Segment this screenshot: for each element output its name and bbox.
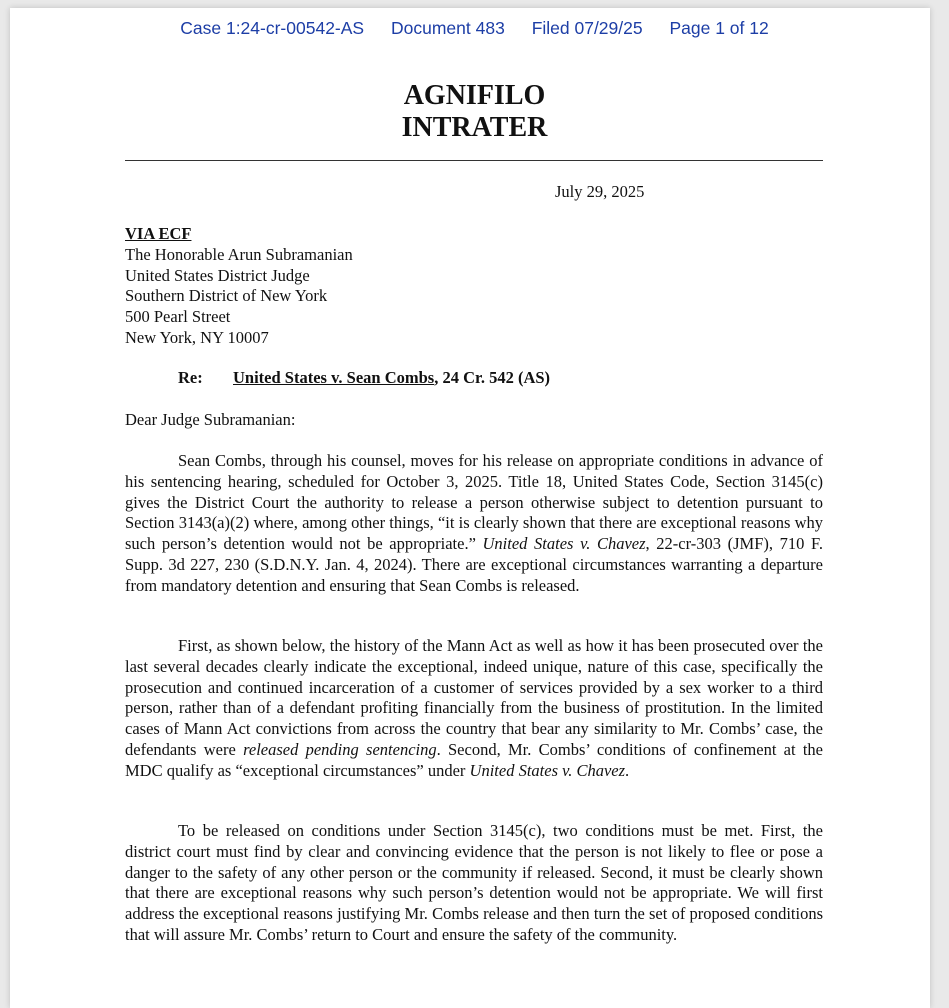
paragraph-2	[125, 636, 823, 782]
via-ecf: VIA ECF	[125, 224, 192, 243]
paragraph-3: To be released on conditions under Section 3145(c), two conditions must be met. First, the district court must find by clear and convincing evidence that the person is not likely to flee or pose a danger to the safety of any other person or the community if released. Second, it must be clearly shown that there are exceptional reasons why such person’s detention would not be appropriate. We will first address the exceptional reasons justifying Mr. Combs release and then turn the set of proposed conditions that will assure Mr. Combs’ return to Court and ensure the safety of the community.	[125, 821, 823, 944]
address-line: The Honorable Arun Subramanian	[125, 244, 353, 264]
salutation: Dear Judge Subramanian:	[125, 410, 296, 429]
letter-date: July 29, 2025	[555, 182, 645, 201]
case-citation: United States v. Chavez	[469, 760, 626, 780]
paragraph-text: .	[625, 760, 630, 780]
case-citation: United States v. Chavez	[482, 534, 646, 554]
address-line: New York, NY 10007	[125, 327, 269, 347]
ecf-header	[0, 18, 949, 39]
case-number: Case 1:24-cr-00542-AS	[180, 18, 365, 38]
emphasis-text: released pending sentencing	[243, 739, 437, 759]
re-label: Re:	[178, 368, 203, 387]
paragraph-text: First, as shown below, the history of the Mann Act as well as how it has been prosecuted over the last several decades clearly indicate the exceptional, indeed unique, nature of this case, specifically the prosecution and continued incarceration of a customer of services provided by a sex worker to a third person, rather than of a defendant profiting financially from the business of prostitution. In the limited cases of Mann Act convictions from across the country that bear any similarity to Mr. Combs’ case, the defendants were	[125, 636, 823, 759]
address-line: United States District Judge	[125, 265, 310, 285]
paragraph-text: . Second, Mr. Combs’ conditions of confinement at the MDC qualify as “exceptional circumstances” under	[125, 739, 823, 780]
paragraph-text: , 22-cr-303 (JMF), 710 F. Supp. 3d 227, 230 (S.D.N.Y. Jan. 4, 2024). There are exceptional circumstances warranting a departure from mandatory detention and ensuring that Sean Combs is released.	[125, 534, 823, 595]
recipient-address	[125, 224, 353, 349]
document-number: Document 483	[390, 18, 505, 38]
re-case-name: United States v. Sean Combs	[233, 368, 435, 387]
address-line: Southern District of New York	[125, 286, 328, 306]
letterhead	[0, 80, 949, 144]
letterhead-line-1: AGNIFILO	[403, 80, 546, 111]
address-line: 500 Pearl Street	[125, 307, 231, 327]
paragraph-1	[125, 451, 823, 597]
re-line	[178, 368, 550, 388]
letterhead-line-2: INTRATER	[401, 112, 548, 143]
re-case-number: , 24 Cr. 542 (AS)	[434, 368, 551, 387]
letterhead-divider	[125, 160, 823, 161]
paragraph-text: Sean Combs, through his counsel, moves for his release on appropriate conditions in advance of his sentencing hearing, scheduled for October 3, 2025. Title 18, United States Code, Section 3145(c) gives the District Court the authority to release a person otherwise subject to detention pursuant to Section 3143(a)(2) where, among other things, “it is clearly shown that there are exceptional reasons why such person’s detention would not be appropriate.”	[125, 451, 823, 554]
page-indicator: Page 1 of 12	[669, 18, 769, 38]
filed-date: Filed 07/29/25	[531, 18, 643, 38]
